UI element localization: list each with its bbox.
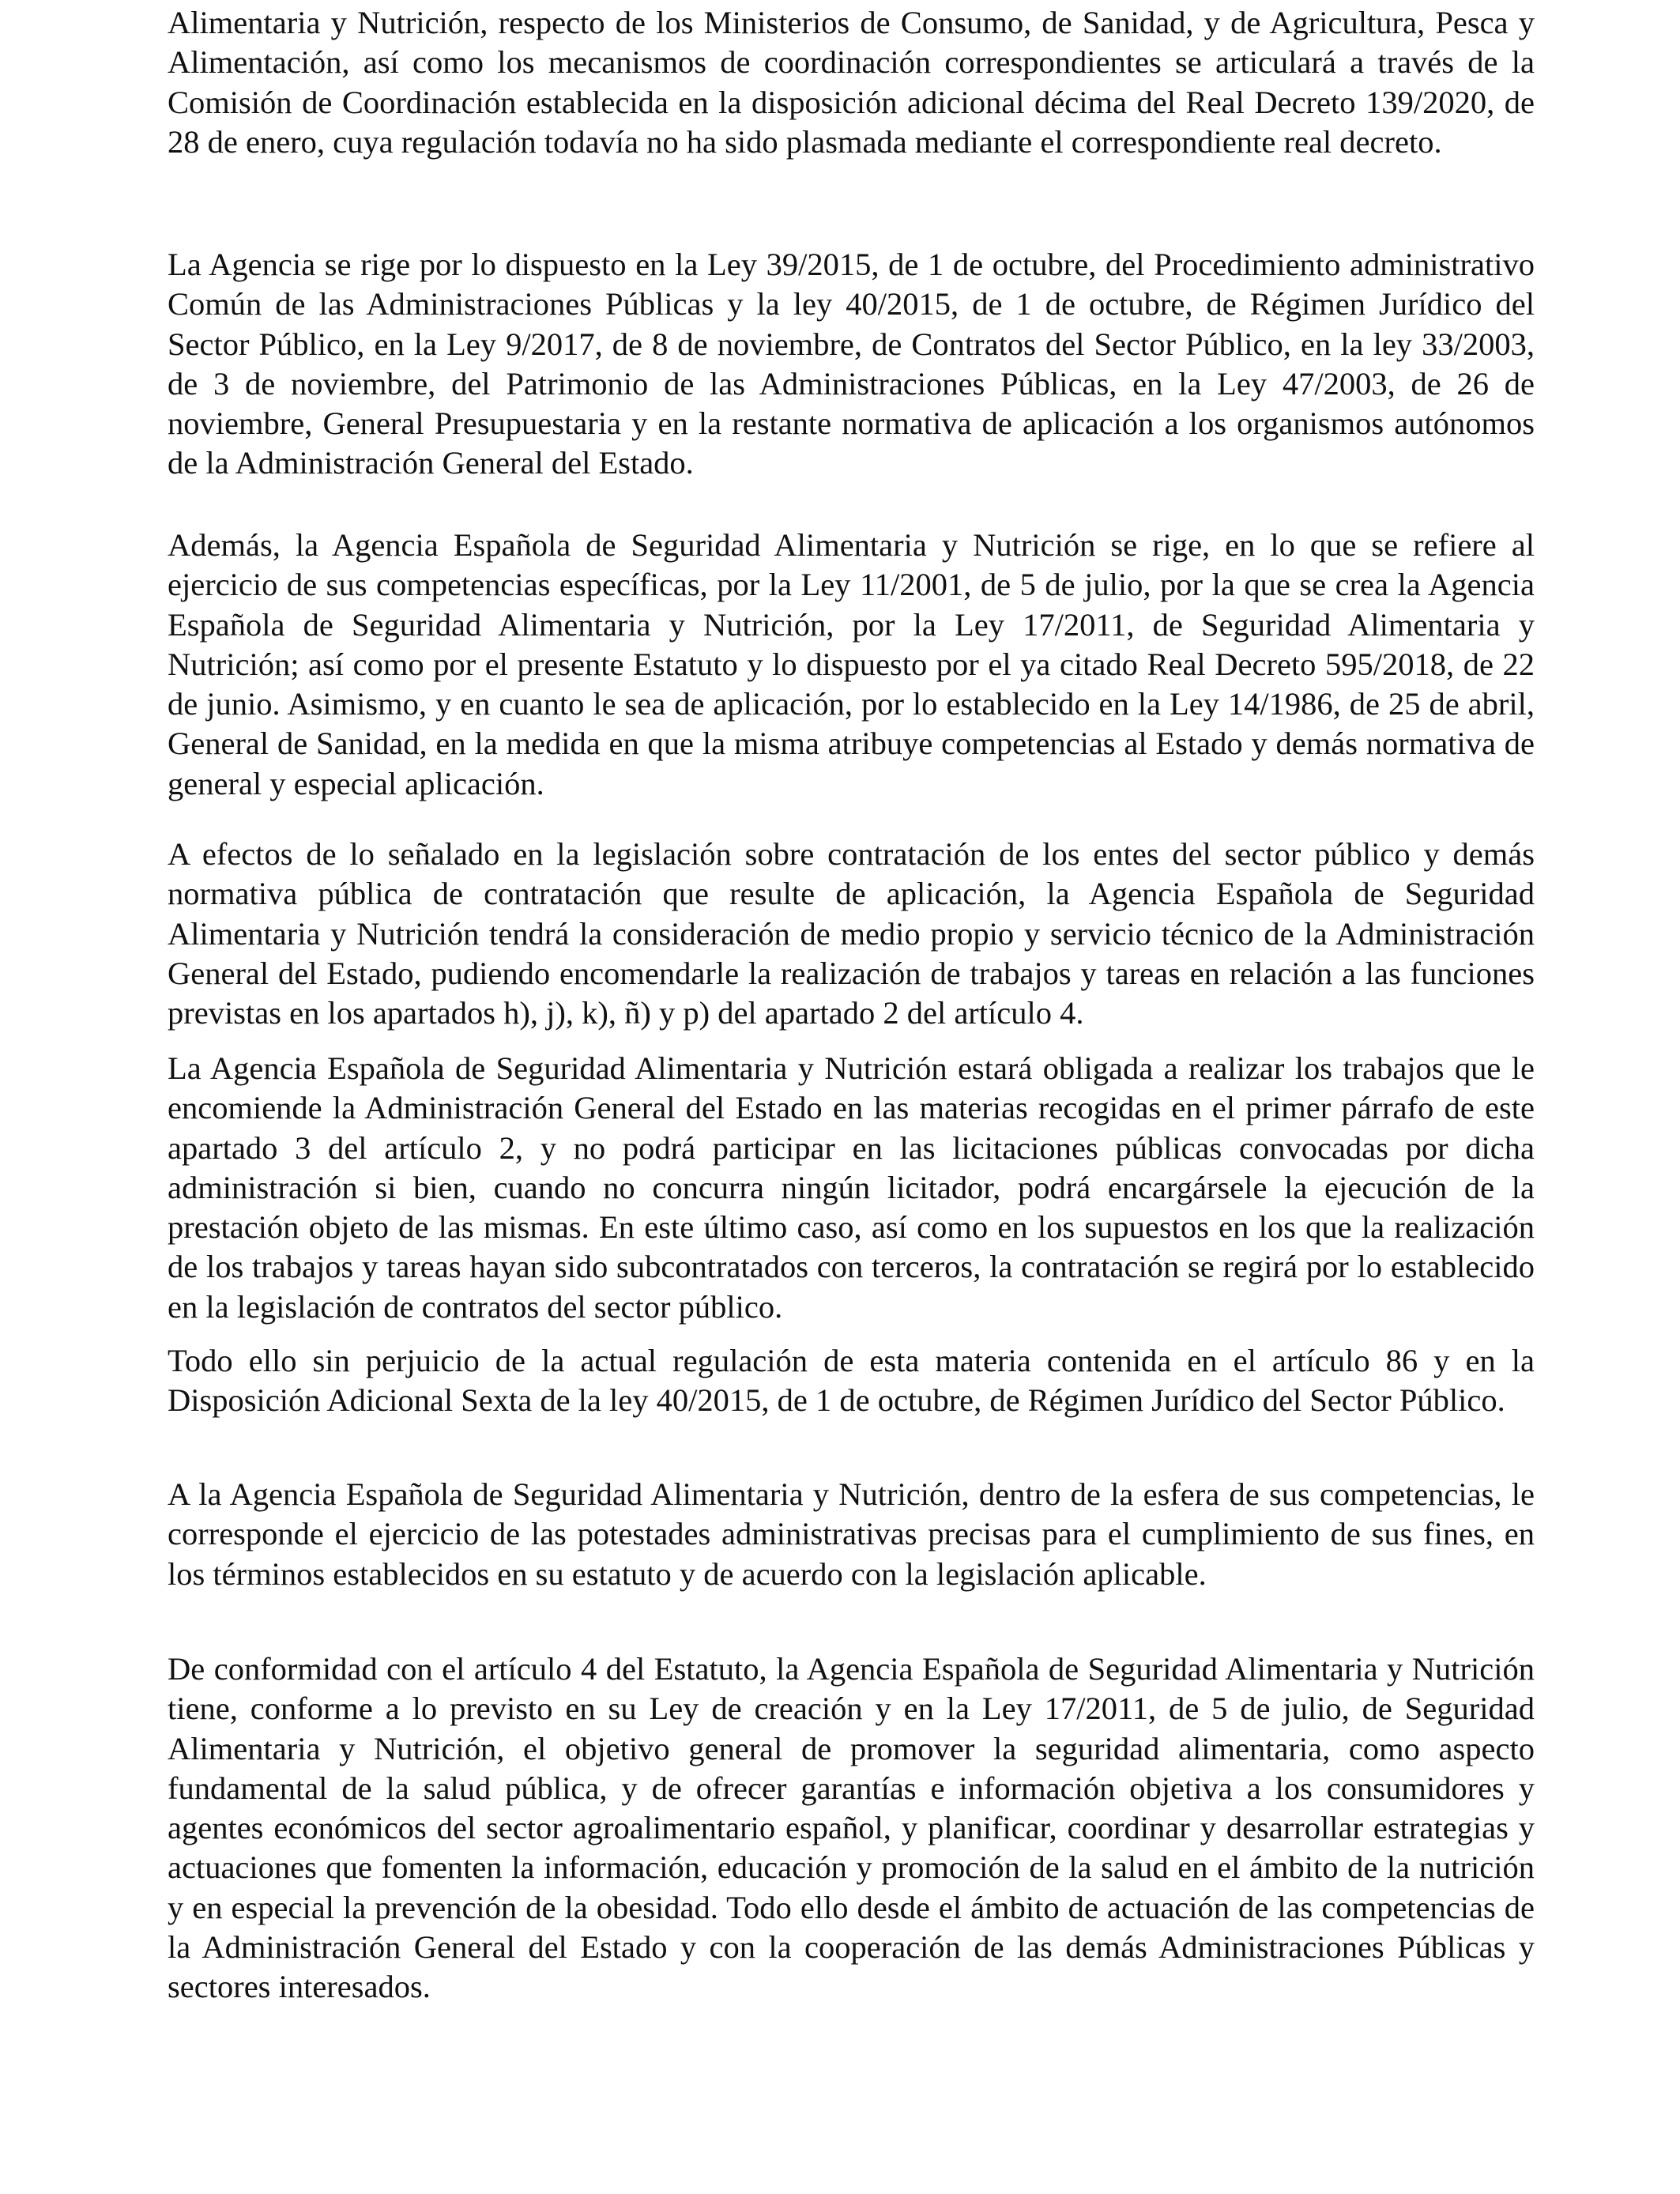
- paragraph: Todo ello sin perjuicio de la actual regulación de esta materia contenida en el artículo 86 y en la Disposición Adicional Sexta de la ley 40/2015, de 1 de octubre, de Régimen Jurídico del Sector Público.: [168, 1343, 1535, 1419]
- paragraph: A la Agencia Española de Seguridad Alimentaria y Nutrición, dentro de la esfera de sus competencias, le corresponde el ejercicio de las potestades administrativas precisas para el cumplimiento de sus fines, en los términos establecidos en su estatuto y de acuerdo con la legislación aplicable.: [168, 1476, 1535, 1592]
- paragraph: A efectos de lo señalado en la legislación sobre contratación de los entes del sector público y demás normativa pública de contratación que resulte de aplicación, la Agencia Española de Seguridad Alimentaria y Nutrición tendrá la consideración de medio propio y servicio técnico de la Administración General del Estado, pudiendo encomendarle la realización de trabajos y tareas en relación a las funciones previstas en los apartados h), j), k), ñ) y p) del apartado 2 del artículo 4.: [168, 836, 1535, 1031]
- paragraph: Además, la Agencia Española de Seguridad Alimentaria y Nutrición se rige, en lo que se refiere al ejercicio de sus competencias específicas, por la Ley 11/2001, de 5 de julio, por la que se crea la Agencia Española de Seguridad Alimentaria y Nutrición, por la Ley 17/2011, de Seguridad Alimentaria y Nutrición; así como por el presente Estatuto y lo dispuesto por el ya citado Real Decreto 595/2018, de 22 de junio. Asimismo, y en cuanto le sea de aplicación, por lo establecido en la Ley 14/1986, de 25 de abril, General de Sanidad, en la medida en que la misma atribuye competencias al Estado y demás normativa de general y especial aplicación.: [168, 527, 1535, 801]
- paragraph: Alimentaria y Nutrición, respecto de los Ministerios de Consumo, de Sanidad, y de Agricultura, Pesca y Alimentación, así como los mecanismos de coordinación correspondientes se articulará a través de la Comisión de Coordinación establecida en la disposición adicional décima del Real Decreto 139/2020, de 28 de enero, cuya regulación todavía no ha sido plasmada mediante el correspondiente real decreto.: [168, 5, 1535, 160]
- paragraph: La Agencia Española de Seguridad Alimentaria y Nutrición estará obligada a realizar los trabajos que le encomiende la Administración General del Estado en las materias recogidas en el primer párrafo de este apartado 3 del artículo 2, y no podrá participar en las licitaciones públicas convocadas por dicha administración si bien, cuando no concurra ningún licitador, podrá encargársele la ejecución de la prestación objeto de las mismas. En este último caso, así como en los supuestos en los que la realización de los trabajos y tareas hayan sido subcontratados con terceros, la contratación se regirá por lo establecido en la legislación de contratos del sector público.: [168, 1050, 1535, 1325]
- paragraph: De conformidad con el artículo 4 del Estatuto, la Agencia Española de Seguridad Alimentaria y Nutrición tiene, conforme a lo previsto en su Ley de creación y en la Ley 17/2011, de 5 de julio, de Seguridad Alimentaria y Nutrición, el objetivo general de promover la seguridad alimentaria, como aspecto fundamental de la salud pública, y de ofrecer garantías e información objetiva a los consumidores y agentes económicos del sector agroalimentario español, y planificar, coordinar y desarrollar estrategias y actuaciones que fomenten la información, educación y promoción de la salud en el ámbito de la nutrición y en especial la prevención de la obesidad. Todo ello desde el ámbito de actuación de las competencias de la Administración General del Estado y con la cooperación de las demás Administraciones Públicas y sectores interesados.: [168, 1651, 1535, 2005]
- paragraph: La Agencia se rige por lo dispuesto en la Ley 39/2015, de 1 de octubre, del Procedimiento administrativo Común de las Administraciones Públicas y la ley 40/2015, de 1 de octubre, de Régimen Jurídico del Sector Público, en la Ley 9/2017, de 8 de noviembre, de Contratos del Sector Público, en la ley 33/2003, de 3 de noviembre, del Patrimonio de las Administraciones Públicas, en la Ley 47/2003, de 26 de noviembre, General Presupuestaria y en la restante normativa de aplicación a los organismos autónomos de la Administración General del Estado.: [168, 247, 1535, 481]
